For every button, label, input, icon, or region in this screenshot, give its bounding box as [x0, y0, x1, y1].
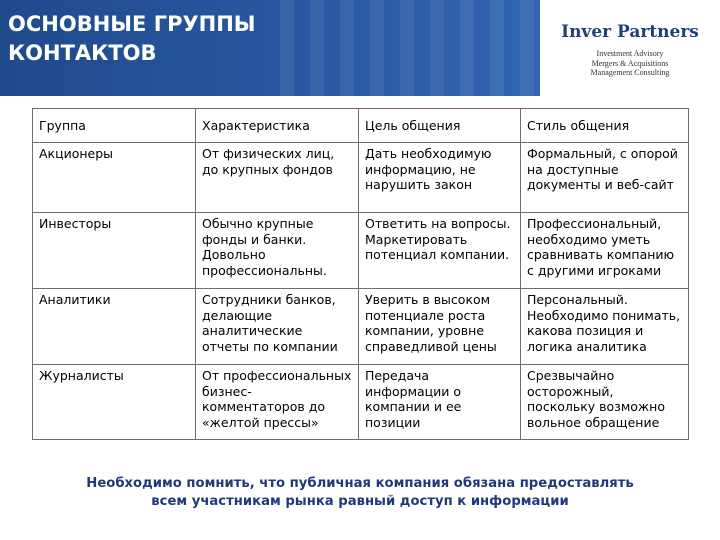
table-cell: От физических лиц, до крупных фондов: [196, 143, 359, 213]
table-cell: Акционеры: [33, 143, 196, 213]
logo-tagline-line: Investment Advisory: [596, 49, 664, 58]
table-cell: Инвесторы: [33, 213, 196, 289]
table-row: [33, 213, 689, 289]
table-cell: Персональный. Необходимо понимать, какова позиция и логика аналитика: [521, 289, 689, 365]
table-cell: Формальный, с опорой на доступные документы и веб-сайт: [521, 143, 689, 213]
table-row: [33, 143, 689, 213]
table-cell: Дать необходимую информацию, не нарушить закон: [359, 143, 521, 213]
column-header-group: Группа: [33, 109, 196, 143]
logo-name: Inver Partners: [561, 22, 699, 42]
table-cell: Сотрудники банков, делающие аналитические отчеты по компании: [196, 289, 359, 365]
table-cell: От профессиональных бизнес-комментаторов до «желтой прессы»: [196, 365, 359, 440]
table-cell: Ответить на вопросы. Маркетировать потенциал компании.: [359, 213, 521, 289]
table-row: [33, 365, 689, 440]
table-cell: Профессиональный, необходимо уметь сравнивать компанию с другими игроками: [521, 213, 689, 289]
page-title: ОСНОВНЫЕ ГРУППЫ КОНТАКТОВ: [8, 12, 256, 65]
logo-tagline: [540, 49, 720, 78]
table-cell: Журналисты: [33, 365, 196, 440]
table-row: [33, 289, 689, 365]
table-cell: Обычно крупные фонды и банки. Довольно профессиональны.: [196, 213, 359, 289]
logo-tagline-line: Management Consulting: [590, 68, 670, 77]
header-band: [0, 0, 720, 96]
table-header-row: [33, 109, 689, 143]
column-header-characteristic: Характеристика: [196, 109, 359, 143]
contact-groups-table: [32, 108, 689, 440]
column-header-style: Стиль общения: [521, 109, 689, 143]
footnote: Необходимо помнить, что публичная компания обязана предоставлять всем участникам рынка равный доступ к информации: [86, 476, 634, 509]
table-cell: Передача информации о компании и ее позиции: [359, 365, 521, 440]
table-cell: Уверить в высоком потенциале роста компании, уровне справедливой цены: [359, 289, 521, 365]
column-header-goal: Цель общения: [359, 109, 521, 143]
table-cell: Срезвычайно осторожный, поскольку возможно вольное обращение: [521, 365, 689, 440]
logo-tagline-line: Mergers & Acquisitions: [591, 58, 669, 68]
table-cell: Аналитики: [33, 289, 196, 365]
company-logo: [540, 0, 720, 96]
